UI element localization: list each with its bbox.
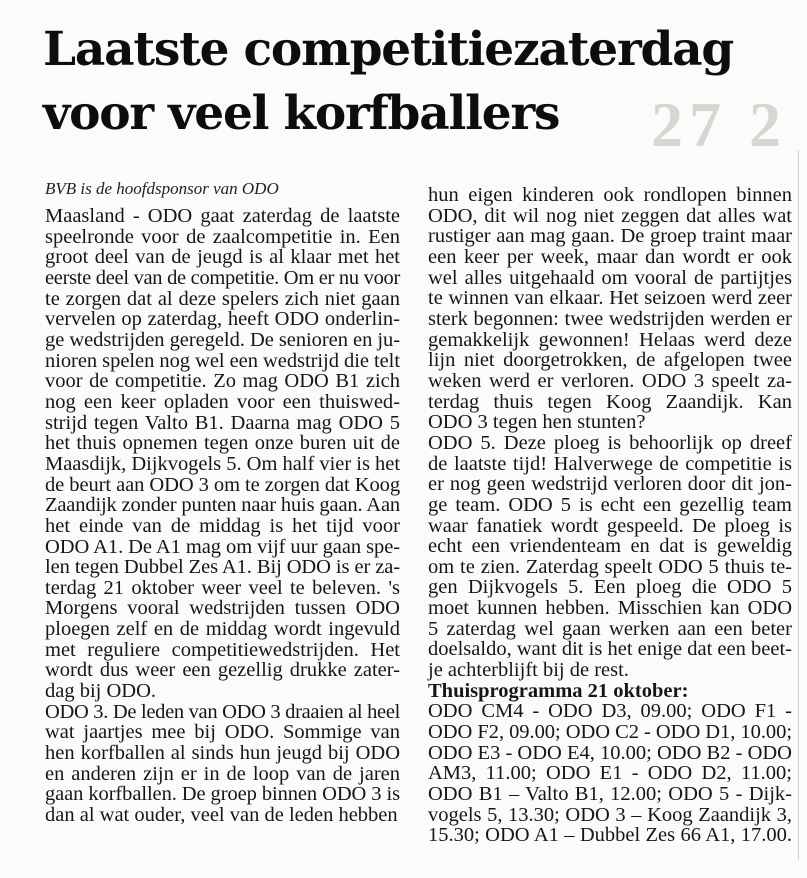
article-line: Zaandijk zonder punten naar huis gaan. Aan bbox=[45, 494, 400, 517]
program-line: ODO F2, 09.00; ODO C2 - ODO D1, 10.00; bbox=[428, 721, 792, 744]
program-line: vogels 5, 13.30; ODO 3 – Koog Zaandijk 3, bbox=[428, 803, 792, 826]
article-line: waar fanatiek wordt gespeeld. De ploeg is bbox=[428, 514, 792, 537]
article-line: terdag thuis tegen Koog Zaandijk. Kan bbox=[428, 390, 792, 413]
article-line: sterk begonnen: twee wedstrijden werden er bbox=[428, 307, 792, 330]
bleed-through-text: 27 2 bbox=[651, 89, 787, 160]
article-line: moet kunnen hebben. Misschien kan ODO bbox=[428, 597, 792, 620]
article-line: Maasland - ODO gaat zaterdag de laatste bbox=[45, 205, 400, 227]
article-column-left bbox=[45, 206, 400, 826]
article-line: Maasdijk, Dijkvogels 5. Om half vier is het bbox=[45, 452, 400, 475]
headline bbox=[43, 18, 793, 146]
article-line: het einde van de middag is het tijd voor bbox=[45, 514, 400, 537]
article-line: gemakkelijk gewonnen! Helaas werd deze bbox=[428, 328, 792, 351]
article-line: ODO 3 tegen hen stunten? bbox=[428, 411, 646, 434]
article-line: te winnen van elkaar. Het seizoen werd zeer bbox=[428, 287, 792, 310]
article-line: dan al wat ouder, veel van de leden hebben bbox=[45, 804, 398, 827]
article-line: dag bij ODO. bbox=[45, 680, 157, 703]
page-edge bbox=[798, 150, 799, 860]
article-line: doelsaldo, want dit is het enige dat een beet- bbox=[428, 638, 792, 661]
article-line: lijn niet doorgetrokken, de afgelopen twee bbox=[428, 349, 792, 372]
headline-line-2: voor veel korfballers bbox=[43, 86, 560, 141]
article-line: Morgens vooral wedstrijden tussen ODO bbox=[45, 597, 400, 620]
headline-line-1: Laatste competitiezaterdag bbox=[43, 22, 734, 77]
article-line: te zorgen dat al deze spelers zich niet gaan bbox=[45, 287, 400, 310]
article-line: ODO A1. De A1 mag om vijf uur gaan spe- bbox=[45, 535, 400, 558]
article-line: er nog geen wedstrijd verloren door dit jon- bbox=[428, 473, 792, 496]
article-right-body bbox=[428, 185, 792, 681]
byline: BVB is de hoofdsponsor van ODO bbox=[45, 179, 279, 198]
article-line: ge wedstrijden geregeld. De senioren en ju- bbox=[45, 328, 400, 351]
article-line: len tegen Dubbel Zes A1. Bij ODO is er za- bbox=[45, 556, 400, 579]
article-line: wel alles uitgehaald om vooral de partijtjes bbox=[428, 266, 792, 289]
article-column-right bbox=[428, 185, 792, 846]
article-line: speelronde voor de zaalcompetitie in. Een bbox=[45, 225, 400, 248]
program-line: ODO CM4 - ODO D3, 09.00; ODO F1 - bbox=[428, 700, 792, 723]
article-line: de beurt aan ODO 3 om te zorgen dat Koog bbox=[45, 473, 400, 496]
program-line: 15.30; ODO A1 – Dubbel Zes 66 A1, 17.00. bbox=[428, 824, 792, 847]
program-list bbox=[428, 701, 792, 846]
article-line: hun eigen kinderen ook rondlopen binnen bbox=[428, 184, 792, 206]
article-line: nog een keer opladen voor een thuiswed- bbox=[45, 390, 400, 413]
article-line: met reguliere competitiewedstrijden. Het bbox=[45, 638, 400, 661]
article-line: om te zien. Zaterdag speelt ODO 5 thuis te- bbox=[428, 555, 792, 578]
article-line: ODO, dit wil nog niet zeggen dat alles wat bbox=[428, 204, 792, 227]
article-line: groot deel van de jeugd is al klaar met het bbox=[45, 246, 400, 269]
article-line: eerste deel van de competitie. Om er nu voor bbox=[45, 266, 400, 289]
article-line: gaan korfballen. De groep binnen ODO 3 is bbox=[45, 783, 400, 806]
article-line: ploegen zelf en de middag wordt ingevuld bbox=[45, 618, 400, 641]
article-line: echt een vriendenteam en dat is geweldig bbox=[428, 535, 792, 558]
article-line: het thuis opnemen tegen onze buren uit de bbox=[45, 432, 400, 455]
article-line: de laatste tijd! Halverwege de competitie is bbox=[428, 452, 792, 475]
article-line: rustiger aan mag gaan. De groep traint maar bbox=[428, 225, 792, 248]
article-line: weken werd er verloren. ODO 3 speelt za- bbox=[428, 369, 792, 392]
article-line: nioren spelen nog wel een wedstrijd die telt bbox=[45, 349, 400, 372]
program-heading: Thuisprogramma 21 oktober: bbox=[428, 679, 689, 702]
program-line: ODO B1 – Valto B1, 12.00; ODO 5 - Dijk- bbox=[428, 783, 792, 806]
program-line: AM3, 11.00; ODO E1 - ODO D2, 11.00; bbox=[428, 762, 792, 785]
article-line: 5 zaterdag wel gaan werken aan een beter bbox=[428, 617, 792, 640]
article-line: een keer per week, maar dan wordt er ook bbox=[428, 245, 792, 268]
article-line: gen Dijkvogels 5. Een ploeg die ODO 5 bbox=[428, 576, 792, 599]
program-line: ODO E3 - ODO E4, 10.00; ODO B2 - ODO bbox=[428, 741, 792, 764]
article-line: ODO 3. De leden van ODO 3 draaien al heel bbox=[45, 700, 400, 723]
article-line: vervelen op zaterdag, heeft ODO onderlin- bbox=[45, 308, 400, 331]
article-line: je achterblijft bij de rest. bbox=[428, 659, 629, 682]
article-line: ge team. ODO 5 is echt een gezellig team bbox=[428, 493, 792, 516]
article-line: terdag 21 oktober weer veel te beleven. 's bbox=[45, 576, 400, 599]
article-line: strijd tegen Valto B1. Daarna mag ODO 5 bbox=[45, 411, 400, 434]
article-line: hen korfballen al sinds hun jeugd bij ODO bbox=[45, 742, 400, 765]
article-line: ODO 5. Deze ploeg is behoorlijk op dreef bbox=[428, 431, 792, 454]
article-line: en anderen zijn er in de loop van de jaren bbox=[45, 762, 400, 785]
article-line: wat jaartjes mee bij ODO. Sommige van bbox=[45, 721, 400, 744]
article-line: voor de competitie. Zo mag ODO B1 zich bbox=[45, 370, 400, 393]
article-line: wordt dus weer een gezellig drukke zater- bbox=[45, 659, 400, 682]
